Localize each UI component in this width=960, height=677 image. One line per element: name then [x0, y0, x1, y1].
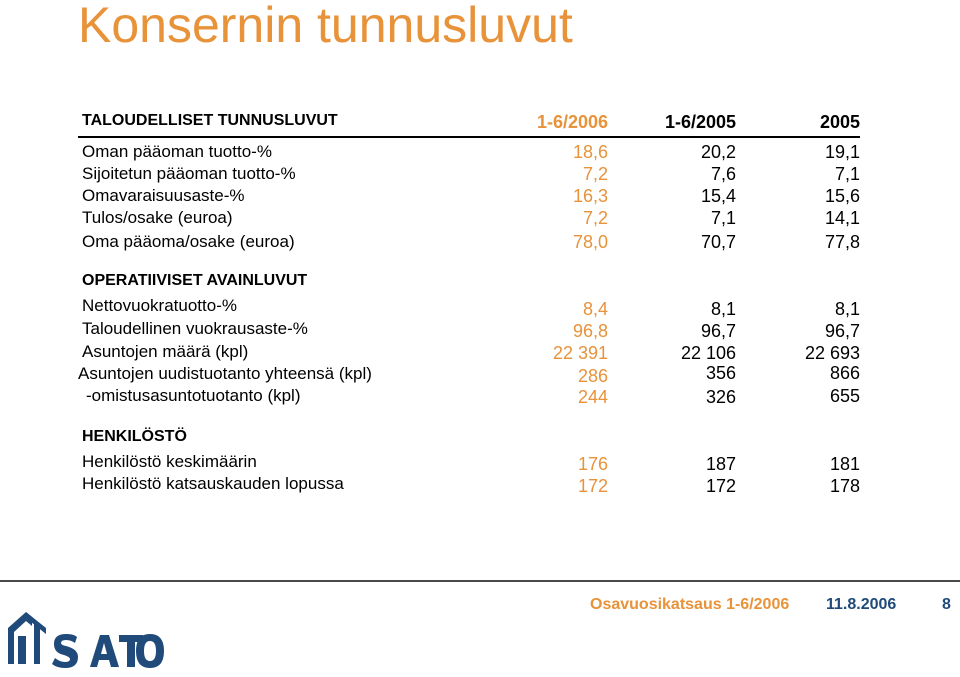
- row-value-2006h1: 176: [577, 454, 608, 474]
- row-value-2005: 19,1: [824, 142, 860, 162]
- row-value-2005: 96,7: [824, 321, 860, 341]
- row-value-2005h1: 15,4: [700, 186, 736, 206]
- row-value-2005h1: 7,6: [710, 164, 736, 184]
- table-row: [0, 474, 960, 496]
- row-label: Henkilöstö katsauskauden lopussa: [82, 474, 344, 493]
- row-value-2006h1: 8,4: [582, 299, 608, 319]
- sato-wordmark: [52, 634, 164, 668]
- table-row: [0, 342, 960, 364]
- row-value-2006h1: 7,2: [582, 208, 608, 228]
- footer-presentation-title: Osavuosikatsaus 1-6/2006: [590, 596, 790, 613]
- table-row: [0, 164, 960, 186]
- table-row: [0, 319, 960, 341]
- table-row: [0, 232, 960, 254]
- row-value-2005h1: 70,7: [700, 232, 736, 252]
- table-row: [0, 452, 960, 474]
- row-value-2006h1: 286: [577, 366, 608, 386]
- header-col-3: 2005: [819, 112, 860, 132]
- row-value-2005: 178: [829, 476, 860, 496]
- row-value-2005h1: 356: [705, 363, 736, 383]
- row-value-2006h1: 16,3: [572, 186, 608, 206]
- row-value-2005: 14,1: [824, 208, 860, 228]
- row-value-2005h1: 7,1: [710, 208, 736, 228]
- row-value-2006h1: 96,8: [572, 321, 608, 341]
- row-value-2005: 7,1: [834, 164, 860, 184]
- row-value-2005h1: 172: [705, 476, 736, 496]
- row-label: Nettovuokratuotto-%: [82, 296, 237, 315]
- sato-logo: [6, 606, 166, 677]
- row-label: Asuntojen uudistuotanto yhteensä (kpl): [78, 364, 372, 383]
- header-divider: [78, 136, 860, 138]
- row-value-2006h1: 18,6: [572, 142, 608, 162]
- table-row: [0, 386, 960, 408]
- section-title: HENKILÖSTÖ: [82, 428, 187, 445]
- table-row: [0, 186, 960, 208]
- row-value-2006h1: 22 391: [552, 343, 608, 363]
- row-value-2006h1: 244: [577, 387, 608, 407]
- row-value-2005h1: 20,2: [700, 142, 736, 162]
- house-icon: [8, 612, 46, 664]
- row-value-2005: 655: [829, 386, 860, 406]
- row-value-2005: 22 693: [804, 343, 860, 363]
- row-value-2005: 8,1: [834, 299, 860, 319]
- row-value-2006h1: 172: [577, 476, 608, 496]
- row-label: Omavaraisuusaste-%: [82, 186, 245, 205]
- row-value-2005h1: 187: [705, 454, 736, 474]
- row-label: Henkilöstö keskimäärin: [82, 452, 257, 471]
- footer-date: 11.8.2006: [826, 596, 897, 613]
- row-label: Oman pääoman tuotto-%: [82, 142, 272, 161]
- table-row: [0, 364, 960, 386]
- row-value-2005h1: 96,7: [700, 321, 736, 341]
- page-title: Konsernin tunnusluvut: [78, 0, 573, 53]
- row-value-2006h1: 78,0: [572, 232, 608, 252]
- row-label: Tulos/osake (euroa): [82, 208, 233, 227]
- table-row: [0, 142, 960, 164]
- header-col-1: 1-6/2006: [536, 112, 608, 132]
- table-row: [0, 296, 960, 318]
- row-label: Asuntojen määrä (kpl): [82, 342, 249, 361]
- header-col-2: 1-6/2005: [664, 112, 736, 132]
- row-label: Sijoitetun pääoman tuotto-%: [82, 164, 296, 183]
- row-value-2005: 866: [829, 363, 860, 383]
- section-heading-staff: [0, 428, 960, 450]
- footer-page-number: 8: [942, 596, 951, 613]
- row-value-2005: 15,6: [824, 186, 860, 206]
- row-value-2005: 77,8: [824, 232, 860, 252]
- row-value-2005h1: 326: [705, 387, 736, 407]
- section-heading-operational: [0, 272, 960, 294]
- table-header: [0, 112, 960, 134]
- row-label: Oma pääoma/osake (euroa): [82, 232, 295, 251]
- row-value-2005h1: 22 106: [680, 343, 736, 363]
- section-title: OPERATIIVISET AVAINLUVUT: [82, 272, 308, 289]
- row-value-2005: 181: [829, 454, 860, 474]
- row-value-2006h1: 7,2: [582, 164, 608, 184]
- footer-divider: [0, 580, 960, 582]
- table-row: [0, 208, 960, 230]
- row-value-2005h1: 8,1: [710, 299, 736, 319]
- row-label: -omistusasuntotuotanto (kpl): [86, 386, 301, 405]
- row-label: Taloudellinen vuokrausaste-%: [82, 319, 308, 338]
- header-label: TALOUDELLISET TUNNUSLUVUT: [82, 112, 338, 129]
